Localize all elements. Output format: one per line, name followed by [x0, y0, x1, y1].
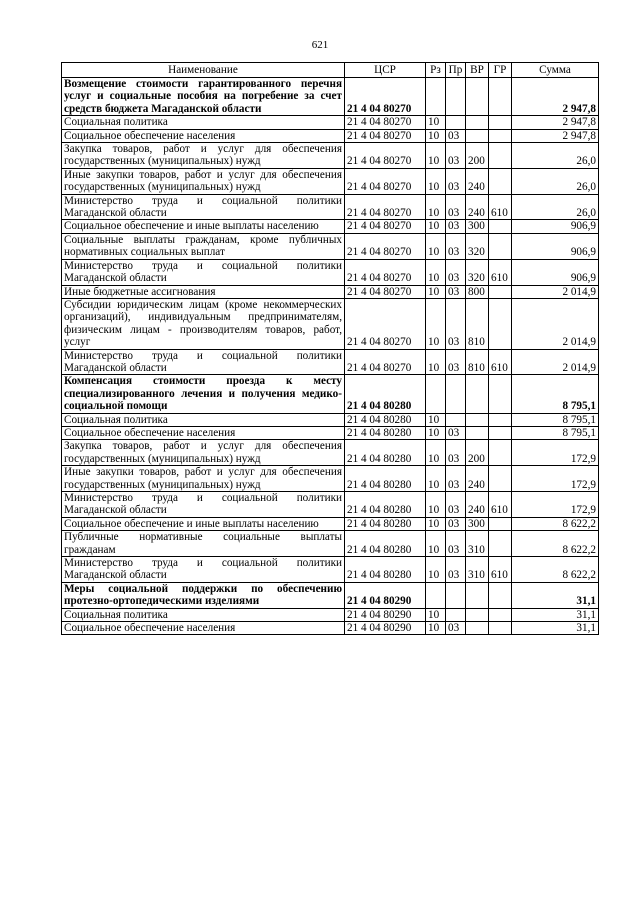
row-name-cell: Социальное обеспечение и иные выплаты населению — [62, 517, 345, 530]
row-pr-cell: 03 — [446, 233, 466, 259]
row-gr-cell — [489, 531, 512, 557]
row-rz-cell — [426, 582, 446, 608]
row-csr-cell: 21 4 04 80270 — [345, 233, 426, 259]
table-header-row — [62, 63, 599, 78]
row-sum-cell: 8 795,1 — [512, 413, 599, 426]
row-vr-cell — [466, 582, 489, 608]
row-sum-cell: 26,0 — [512, 194, 599, 220]
row-rz-cell: 10 — [426, 531, 446, 557]
table-row — [62, 582, 599, 608]
row-rz-cell: 10 — [426, 129, 446, 142]
table-row — [62, 349, 599, 375]
row-vr-cell: 300 — [466, 220, 489, 233]
row-sum-cell: 31,1 — [512, 582, 599, 608]
row-pr-cell: 03 — [446, 557, 466, 583]
row-pr-cell: 03 — [446, 259, 466, 285]
row-rz-cell — [426, 78, 446, 116]
table-row — [62, 168, 599, 194]
row-pr-cell: 03 — [446, 168, 466, 194]
row-pr-cell: 03 — [446, 517, 466, 530]
row-name-cell: Социальное обеспечение населения — [62, 129, 345, 142]
table-row — [62, 298, 599, 349]
row-csr-cell: 21 4 04 80290 — [345, 622, 426, 635]
row-gr-cell — [489, 622, 512, 635]
row-csr-cell: 21 4 04 80280 — [345, 531, 426, 557]
row-rz-cell: 10 — [426, 557, 446, 583]
table-row — [62, 143, 599, 169]
page-number: 621 — [311, 39, 329, 51]
row-name-cell: Социальная политика — [62, 608, 345, 621]
row-gr-cell — [489, 440, 512, 466]
row-name-cell: Социальная политика — [62, 413, 345, 426]
row-name-cell: Иные закупки товаров, работ и услуг для обеспечения государственных (муниципальных) нужд — [62, 168, 345, 194]
budget-table — [61, 62, 599, 635]
row-csr-cell: 21 4 04 80290 — [345, 608, 426, 621]
row-gr-cell: 610 — [489, 194, 512, 220]
row-vr-cell: 240 — [466, 194, 489, 220]
row-vr-cell: 800 — [466, 285, 489, 298]
row-pr-cell: 03 — [446, 622, 466, 635]
row-csr-cell: 21 4 04 80270 — [345, 349, 426, 375]
table-row — [62, 492, 599, 518]
row-gr-cell — [489, 233, 512, 259]
row-csr-cell: 21 4 04 80270 — [345, 143, 426, 169]
row-sum-cell: 172,9 — [512, 492, 599, 518]
row-pr-cell: 03 — [446, 531, 466, 557]
row-gr-cell — [489, 143, 512, 169]
row-pr-cell: 03 — [446, 143, 466, 169]
row-name-cell: Компенсация стоимости проезда к месту специализированного лечения и получения медико-социальной помощи — [62, 375, 345, 413]
row-pr-cell — [446, 582, 466, 608]
row-rz-cell: 10 — [426, 440, 446, 466]
row-pr-cell — [446, 608, 466, 621]
row-gr-cell — [489, 517, 512, 530]
row-rz-cell: 10 — [426, 220, 446, 233]
row-pr-cell — [446, 413, 466, 426]
table-row — [62, 440, 599, 466]
row-csr-cell: 21 4 04 80290 — [345, 582, 426, 608]
row-name-cell: Закупка товаров, работ и услуг для обеспечения государственных (муниципальных) нужд — [62, 440, 345, 466]
row-csr-cell: 21 4 04 80270 — [345, 78, 426, 116]
row-gr-cell — [489, 285, 512, 298]
row-rz-cell: 10 — [426, 426, 446, 439]
row-csr-cell: 21 4 04 80280 — [345, 492, 426, 518]
row-pr-cell: 03 — [446, 220, 466, 233]
row-vr-cell: 240 — [466, 168, 489, 194]
row-gr-cell: 610 — [489, 557, 512, 583]
table-row — [62, 413, 599, 426]
row-name-cell: Закупка товаров, работ и услуг для обеспечения государственных (муниципальных) нужд — [62, 143, 345, 169]
table-body — [62, 78, 599, 635]
row-sum-cell: 906,9 — [512, 220, 599, 233]
row-pr-cell: 03 — [446, 426, 466, 439]
row-name-cell: Социальная политика — [62, 116, 345, 129]
row-rz-cell: 10 — [426, 168, 446, 194]
row-sum-cell: 8 622,2 — [512, 557, 599, 583]
row-csr-cell: 21 4 04 80270 — [345, 168, 426, 194]
row-csr-cell: 21 4 04 80280 — [345, 440, 426, 466]
row-name-cell: Министерство труда и социальной политики Магаданской области — [62, 492, 345, 518]
row-vr-cell: 310 — [466, 531, 489, 557]
row-name-cell: Возмещение стоимости гарантированного перечня услуг и социальные пособия на погребение за счет средств бюджета Магаданской области — [62, 78, 345, 116]
table-row — [62, 375, 599, 413]
row-sum-cell: 172,9 — [512, 440, 599, 466]
table-row — [62, 285, 599, 298]
row-csr-cell: 21 4 04 80270 — [345, 194, 426, 220]
row-sum-cell: 8 622,2 — [512, 517, 599, 530]
row-rz-cell: 10 — [426, 233, 446, 259]
row-name-cell: Иные бюджетные ассигнования — [62, 285, 345, 298]
table-row — [62, 557, 599, 583]
row-gr-cell — [489, 116, 512, 129]
row-name-cell: Публичные нормативные социальные выплаты гражданам — [62, 531, 345, 557]
row-name-cell: Министерство труда и социальной политики Магаданской области — [62, 349, 345, 375]
row-vr-cell: 240 — [466, 492, 489, 518]
row-name-cell: Министерство труда и социальной политики Магаданской области — [62, 259, 345, 285]
row-csr-cell: 21 4 04 80280 — [345, 413, 426, 426]
column-header-name: Наименование — [62, 63, 345, 78]
row-gr-cell — [489, 582, 512, 608]
row-vr-cell — [466, 129, 489, 142]
row-vr-cell: 810 — [466, 298, 489, 349]
row-csr-cell: 21 4 04 80270 — [345, 259, 426, 285]
row-rz-cell: 10 — [426, 349, 446, 375]
row-sum-cell: 31,1 — [512, 622, 599, 635]
row-vr-cell: 240 — [466, 466, 489, 492]
table-row — [62, 517, 599, 530]
row-vr-cell — [466, 413, 489, 426]
row-csr-cell: 21 4 04 80280 — [345, 375, 426, 413]
row-csr-cell: 21 4 04 80270 — [345, 220, 426, 233]
table-row — [62, 220, 599, 233]
row-sum-cell: 2 014,9 — [512, 298, 599, 349]
row-rz-cell: 10 — [426, 194, 446, 220]
table-row — [62, 194, 599, 220]
row-rz-cell: 10 — [426, 259, 446, 285]
row-vr-cell — [466, 426, 489, 439]
row-sum-cell: 2 947,8 — [512, 129, 599, 142]
row-pr-cell: 03 — [446, 440, 466, 466]
row-rz-cell: 10 — [426, 622, 446, 635]
row-rz-cell: 10 — [426, 285, 446, 298]
table-row — [62, 426, 599, 439]
row-name-cell: Меры социальной поддержки по обеспечению протезно-ортопедическими изделиями — [62, 582, 345, 608]
row-sum-cell: 2 014,9 — [512, 349, 599, 375]
row-csr-cell: 21 4 04 80270 — [345, 116, 426, 129]
row-pr-cell: 03 — [446, 194, 466, 220]
row-gr-cell — [489, 129, 512, 142]
row-pr-cell — [446, 78, 466, 116]
row-name-cell: Социальное обеспечение населения — [62, 426, 345, 439]
row-csr-cell: 21 4 04 80270 — [345, 129, 426, 142]
table-row — [62, 531, 599, 557]
table-row — [62, 259, 599, 285]
row-name-cell: Социальные выплаты гражданам, кроме публичных нормативных социальных выплат — [62, 233, 345, 259]
row-sum-cell: 8 795,1 — [512, 375, 599, 413]
row-vr-cell — [466, 622, 489, 635]
row-pr-cell: 03 — [446, 492, 466, 518]
row-pr-cell — [446, 116, 466, 129]
row-pr-cell: 03 — [446, 129, 466, 142]
row-name-cell: Субсидии юридическим лицам (кроме некоммерческих организаций), индивидуальным предпринимателям, физическим лицам - производителям товаров, работ, услуг — [62, 298, 345, 349]
column-header-gr: ГР — [489, 63, 512, 78]
row-gr-cell: 610 — [489, 259, 512, 285]
row-gr-cell — [489, 466, 512, 492]
row-sum-cell: 31,1 — [512, 608, 599, 621]
column-header-pr: Пр — [446, 63, 466, 78]
row-csr-cell: 21 4 04 80280 — [345, 426, 426, 439]
row-vr-cell — [466, 375, 489, 413]
row-gr-cell: 610 — [489, 492, 512, 518]
table-row — [62, 233, 599, 259]
column-header-rz: Рз — [426, 63, 446, 78]
row-name-cell: Министерство труда и социальной политики Магаданской области — [62, 194, 345, 220]
row-vr-cell: 300 — [466, 517, 489, 530]
row-vr-cell: 810 — [466, 349, 489, 375]
row-rz-cell — [426, 375, 446, 413]
table-row — [62, 608, 599, 621]
row-rz-cell: 10 — [426, 517, 446, 530]
row-csr-cell: 21 4 04 80270 — [345, 285, 426, 298]
row-csr-cell: 21 4 04 80270 — [345, 298, 426, 349]
table-row — [62, 116, 599, 129]
table-row — [62, 466, 599, 492]
column-header-csr: ЦСР — [345, 63, 426, 78]
row-name-cell: Иные закупки товаров, работ и услуг для обеспечения государственных (муниципальных) нужд — [62, 466, 345, 492]
row-rz-cell: 10 — [426, 143, 446, 169]
row-sum-cell: 8 795,1 — [512, 426, 599, 439]
row-csr-cell: 21 4 04 80280 — [345, 517, 426, 530]
column-header-vr: ВР — [466, 63, 489, 78]
row-gr-cell — [489, 413, 512, 426]
row-name-cell: Министерство труда и социальной политики Магаданской области — [62, 557, 345, 583]
row-rz-cell: 10 — [426, 466, 446, 492]
row-pr-cell: 03 — [446, 466, 466, 492]
row-name-cell: Социальное обеспечение и иные выплаты населению — [62, 220, 345, 233]
row-pr-cell: 03 — [446, 349, 466, 375]
row-name-cell: Социальное обеспечение населения — [62, 622, 345, 635]
row-sum-cell: 26,0 — [512, 168, 599, 194]
row-sum-cell: 2 014,9 — [512, 285, 599, 298]
row-gr-cell — [489, 608, 512, 621]
row-gr-cell — [489, 168, 512, 194]
row-gr-cell — [489, 375, 512, 413]
row-rz-cell: 10 — [426, 492, 446, 518]
row-vr-cell: 320 — [466, 259, 489, 285]
row-rz-cell: 10 — [426, 413, 446, 426]
row-sum-cell: 906,9 — [512, 233, 599, 259]
row-csr-cell: 21 4 04 80280 — [345, 557, 426, 583]
row-vr-cell: 310 — [466, 557, 489, 583]
row-vr-cell: 200 — [466, 440, 489, 466]
row-sum-cell: 172,9 — [512, 466, 599, 492]
row-gr-cell — [489, 426, 512, 439]
row-vr-cell — [466, 608, 489, 621]
table-row — [62, 78, 599, 116]
row-sum-cell: 906,9 — [512, 259, 599, 285]
row-gr-cell — [489, 220, 512, 233]
row-gr-cell — [489, 298, 512, 349]
table-row — [62, 622, 599, 635]
row-rz-cell: 10 — [426, 298, 446, 349]
row-pr-cell: 03 — [446, 285, 466, 298]
row-sum-cell: 2 947,8 — [512, 116, 599, 129]
row-gr-cell — [489, 78, 512, 116]
table-row — [62, 129, 599, 142]
row-sum-cell: 8 622,2 — [512, 531, 599, 557]
row-vr-cell — [466, 116, 489, 129]
row-sum-cell: 2 947,8 — [512, 78, 599, 116]
row-vr-cell: 320 — [466, 233, 489, 259]
row-vr-cell — [466, 78, 489, 116]
row-pr-cell — [446, 375, 466, 413]
row-gr-cell: 610 — [489, 349, 512, 375]
column-header-sum: Сумма — [512, 63, 599, 78]
row-sum-cell: 26,0 — [512, 143, 599, 169]
row-vr-cell: 200 — [466, 143, 489, 169]
row-pr-cell: 03 — [446, 298, 466, 349]
row-csr-cell: 21 4 04 80280 — [345, 466, 426, 492]
row-rz-cell: 10 — [426, 116, 446, 129]
row-rz-cell: 10 — [426, 608, 446, 621]
